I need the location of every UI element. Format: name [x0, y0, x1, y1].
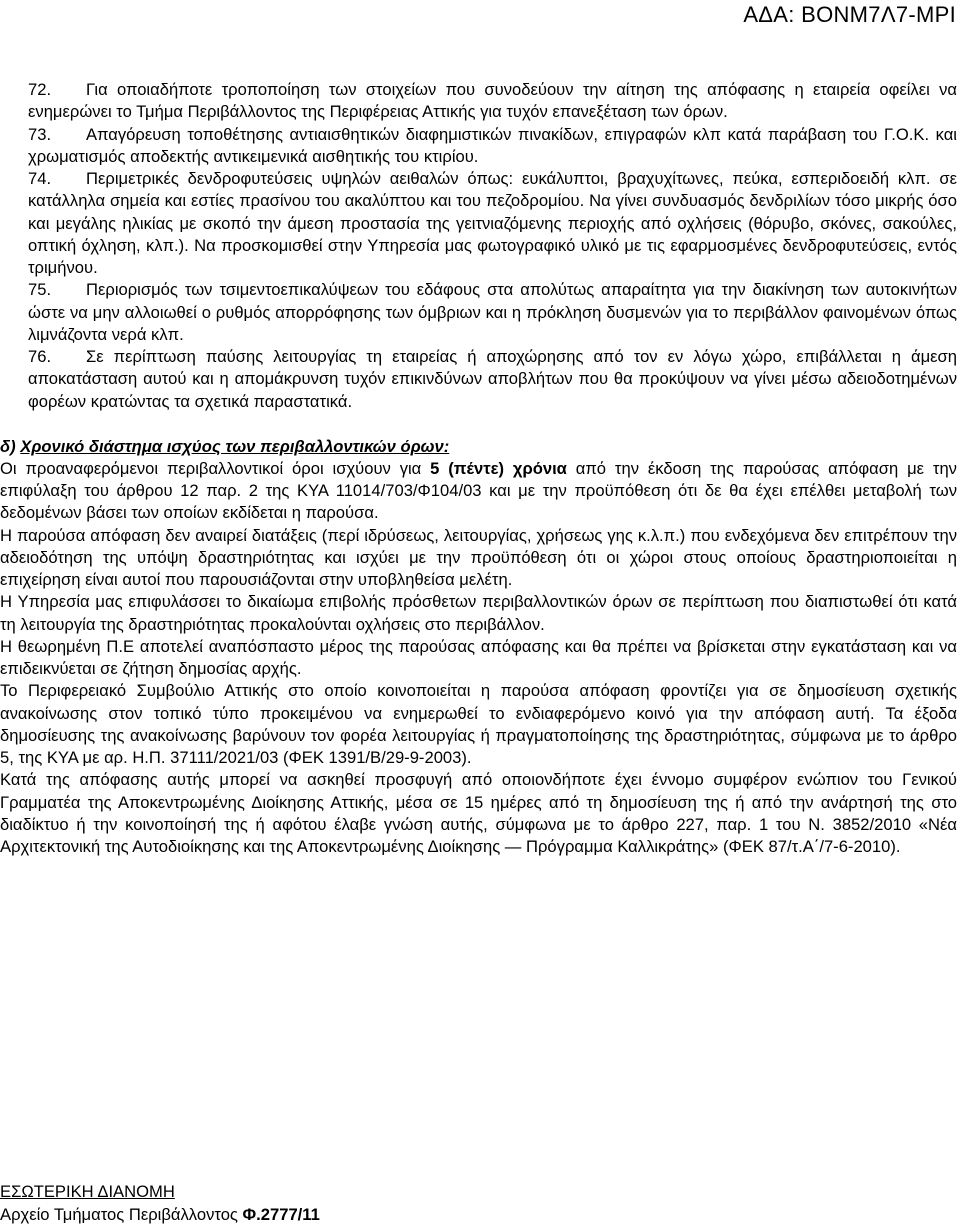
section-d-heading	[0, 436, 957, 458]
section-d-prefix: δ)	[0, 436, 21, 456]
validity-duration: 5 (πέντε) χρόνια	[430, 458, 567, 478]
document-body	[0, 79, 957, 858]
appeal-paragraph: Κατά της απόφασης αυτής μπορεί να ασκηθεί προσφυγή από οποιονδήποτε έχει έννομο συμφέρον ενώπιον του Γενικού Γραμματέα της Αποκεντρωμένης Διοίκησης Αττικής, μέσα σε 15 ημέρες από τη δημοσίευση της ή από την ανάρτησή της στο διαδίκτυο ή την κοινοποίησή της ή αφότου έλαβε γνώση αυτής, σύμφωνα με το άρθρο 227, παρ. 1 του Ν. 3852/2010 «Νέα Αρχιτεκτονική της Αυτοδιοίκησης και της Αποκεντρωμένης Διοίκησης — Πρόγραμμα Καλλικράτης» (ΦΕΚ 87/τ.Α΄/7-6-2010).	[0, 770, 957, 856]
term-number: 76.	[28, 347, 52, 366]
validity-paragraph	[0, 458, 957, 525]
term-text: Περιμετρικές δενδροφυτεύσεις υψηλών αειθαλών όπως: ευκάλυπτοι, βραχυχίτωνες, πεύκα, εσπεριδοειδή κλπ. σε κατάλληλα σημεία και εστίες πρασίνου του ακαλύπτου και του πεζοδρομίου. Να γίνει συνδυασμός δενδριλίων τόσο μικρής όσο και μεγάλης ηλικίας με σκοπό την άμεση προστασία της γειτνιαζόμενης περιοχής από οχλήσεις (θόρυβο, σκόνες, σακούλες, οπτική όχληση, κλπ.). Να προσκομισθεί στην Υπηρεσία μας φωτογραφικό υλικό με τις εφαρμοσμένες δενδροφυτεύσεις, εντός τριμήνου.	[28, 169, 957, 277]
distribution-file-number: Φ.2777/11	[242, 1205, 320, 1224]
section-d-title: Χρονικό διάστημα ισχύος των περιβαλλοντικών όρων:	[20, 436, 450, 456]
term-text: Απαγόρευση τοποθέτησης αντιαισθητικών διαφημιστικών πινακίδων, επιγραφών κλπ κατά παράβαση του Γ.Ο.Κ. και χρωματισμός αποδεκτής αντικειμενικά αισθητικής του κτιρίου.	[28, 124, 957, 166]
distribution-archive: Αρχείο Τμήματος Περιβάλλοντος	[0, 1205, 243, 1224]
validity-text-end: από την έκδοση της παρούσας απόφαση με την επιφύλαξη του άρθρου 12 παρ. 2 της ΚΥΑ 11014/703/Φ104/03 και με την προϋπόθεση ότι δε θα έχει επέλθει μεταβολή των δεδομένων βάσει των οποίων εκδίδεται η παρούσα.	[0, 458, 957, 523]
term-item-74	[28, 168, 957, 279]
term-number: 74.	[28, 169, 52, 188]
non-override-paragraph: Η παρούσα απόφαση δεν αναιρεί διατάξεις (περί ιδρύσεως, λειτουργίας, χρήσεως γης κ.λ.π.) που ενδεχόμενα δεν επιτρέπουν την αδειοδότηση της υπόψη δραστηριότητας και ισχύει με την προϋπόθεση ότι οι χώροι στους οποίους δραστηριοποιείται η επιχείρηση είναι αυτοί που παρουσιάζονται στην υποβληθείσα μελέτη.	[0, 525, 957, 589]
document-id-header: ΑΔΑ: ΒΟΝΜ7Λ7-ΜΡΙ	[743, 2, 956, 27]
study-paragraph: Η θεωρημένη Π.Ε αποτελεί αναπόσπαστο μέρος της παρούσας απόφασης και θα πρέπει να βρίσκεται στην εγκατάσταση και να επιδεικνύεται σε ζήτηση δημοσίας αρχής.	[0, 636, 957, 678]
term-item-76	[28, 346, 957, 413]
distribution-line	[0, 1203, 320, 1226]
term-number: 72.	[28, 80, 52, 99]
term-item-73	[28, 124, 957, 169]
term-number: 73.	[28, 124, 52, 144]
term-number: 75.	[28, 280, 52, 300]
internal-distribution	[0, 1180, 320, 1226]
term-text: Σε περίπτωση παύσης λειτουργίας τη εταιρείας ή αποχώρησης από τον εν λόγω χώρο, επιβάλλεται η άμεση αποκατάσταση αυτού και η απομάκρυνση τυχόν επικινδύνων αποβλήτων που θα προκύψουν να γίνει μέσω αδειοδοτημένων φορέων κρατώντας τα σχετικά παραστατικά.	[28, 347, 957, 411]
reservation-paragraph: Η Υπηρεσία μας επιφυλάσσει το δικαίωμα επιβολής πρόσθετων περιβαλλοντικών όρων σε περίπτωση που διαπιστωθεί ότι κατά τη λειτουργία της δραστηριότητας προκαλούνται οχλήσεις στο περιβάλλον.	[0, 592, 957, 634]
validity-text-start: Οι προαναφερόμενοι περιβαλλοντικοί όροι ισχύουν για	[0, 458, 431, 478]
term-item-75	[28, 279, 957, 346]
distribution-title: ΕΣΩΤΕΡΙΚΗ ΔΙΑΝΟΜΗ	[0, 1182, 175, 1201]
term-text: Για οποιαδήποτε τροποποίηση των στοιχείων που συνοδεύουν την αίτηση της απόφασης η εταιρεία οφείλει να ενημερώνει το Τμήμα Περιβάλλοντος της Περιφέρειας Αττικής για τυχόν επανεξέταση των όρων.	[28, 80, 957, 122]
publication-paragraph: Το Περιφερειακό Συμβούλιο Αττικής στο οποίο κοινοποιείται η παρούσα απόφαση φροντίζει για σε δημοσίευση σχετικής ανακοίνωσης στον τοπικό τύπο προκειμένου να ενημερωθεί το ενδιαφερόμενο κοινό για την απόφαση αυτή. Τα έξοδα δημοσίευσης της ανακοίνωσης βαρύνουν τον φορέα λειτουργίας ή πραγματοποίησης της δραστηριότητας, σύμφωνα με το άρθρο 5, της ΚΥΑ με αρ. Η.Π. 37111/2021/03 (ΦΕΚ 1391/Β/29-9-2003).	[0, 681, 957, 767]
term-item-72	[28, 79, 957, 124]
term-text: Περιορισμός των τσιμεντοεπικαλύψεων του εδάφους στα απολύτως απαραίτητα για την διακίνηση των αυτοκινήτων ώστε να μην αλλοιωθεί ο ρυθμός απορρόφησης των όμβριων και η πρόκληση δυσμενών για το περιβάλλον φαινομένων όπως λιμνάζοντα νερά κλπ.	[28, 280, 957, 344]
terms-list	[0, 79, 957, 413]
